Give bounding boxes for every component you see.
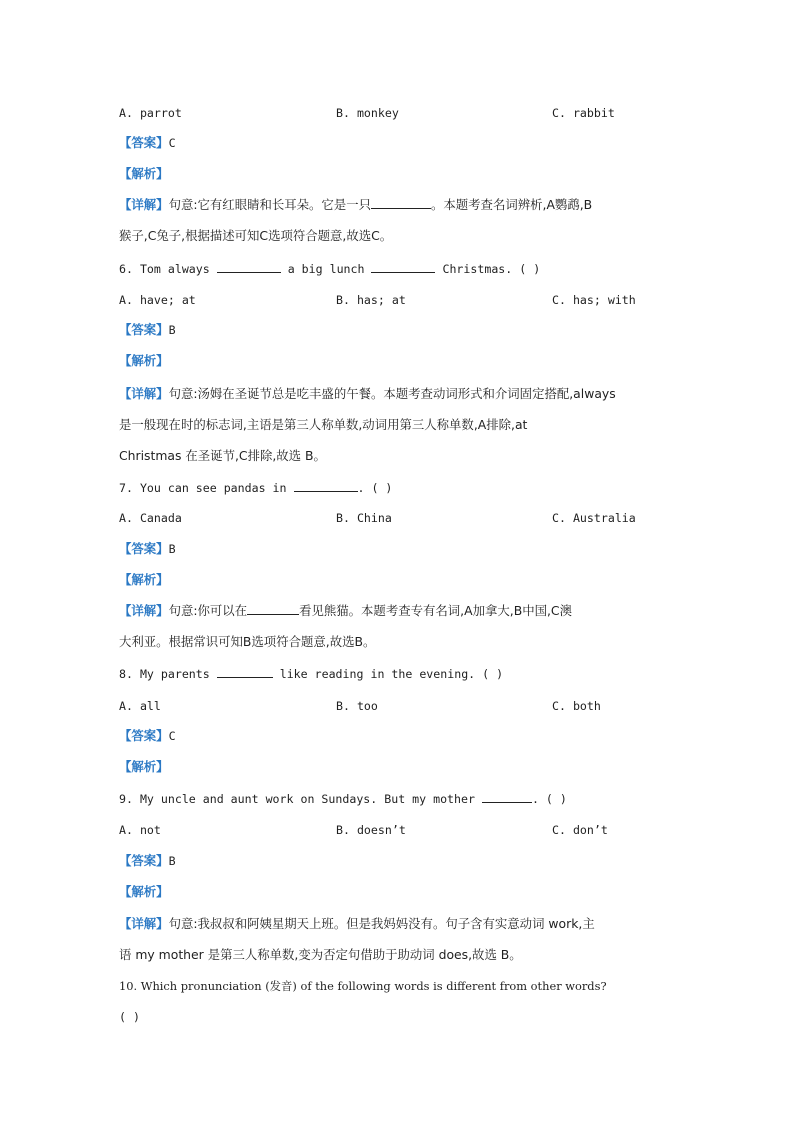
q7-answer-line xyxy=(119,540,176,558)
stem-text: Christmas. ( ) xyxy=(442,262,541,276)
answer-blank xyxy=(371,196,431,209)
detail-tag: 【详解】 xyxy=(119,916,169,931)
stem-text: . ( ) xyxy=(357,481,393,495)
q7-option-a[interactable]: A. Canada xyxy=(119,511,182,525)
detail-text: 。本题考查名词辨析,A鹦鹉,B xyxy=(431,197,593,212)
stem-text: like reading in the evening. ( ) xyxy=(279,667,504,681)
q6-detail-line-3: Christmas 在圣诞节,C排除,故选 B。 xyxy=(119,448,326,463)
answer-tag: 【答案】 xyxy=(119,853,169,868)
q5-option-a[interactable]: A. parrot xyxy=(119,106,182,120)
answer-blank[interactable] xyxy=(482,790,532,803)
answer-blank xyxy=(247,602,299,615)
q7-detail-line-1 xyxy=(119,602,572,620)
q9-option-c[interactable]: C. don’t xyxy=(552,823,608,837)
q10-stem: 10. Which pronunciation (发音) of the following words is different from other words? xyxy=(119,979,607,993)
detail-text: 句意:汤姆在圣诞节总是吃丰盛的午餐。本题考查动词形式和介词固定搭配,always xyxy=(168,386,616,401)
q7-stem xyxy=(119,479,392,497)
answer-value: B xyxy=(168,542,176,556)
q10-paren: ( ) xyxy=(119,1010,140,1024)
answer-tag: 【答案】 xyxy=(119,541,169,556)
analysis-tag: 【解析】 xyxy=(119,884,169,899)
q7-option-b[interactable]: B. China xyxy=(336,511,392,525)
answer-tag: 【答案】 xyxy=(119,135,169,150)
q7-analysis-line xyxy=(119,571,169,589)
detail-text: 句意:它有红眼睛和长耳朵。它是一只 xyxy=(168,197,371,212)
answer-blank[interactable] xyxy=(217,260,281,273)
analysis-tag: 【解析】 xyxy=(119,759,169,774)
q5-answer-line xyxy=(119,134,176,152)
q5-option-b[interactable]: B. monkey xyxy=(336,106,399,120)
answer-blank[interactable] xyxy=(371,260,435,273)
q5-analysis-line xyxy=(119,165,169,183)
q9-option-a[interactable]: A. not xyxy=(119,823,161,837)
answer-blank[interactable] xyxy=(217,665,273,678)
q5-option-c[interactable]: C. rabbit xyxy=(552,106,615,120)
q8-analysis-line xyxy=(119,758,169,776)
q9-answer-line xyxy=(119,852,176,870)
detail-tag: 【详解】 xyxy=(119,386,169,401)
detail-tag: 【详解】 xyxy=(119,197,169,212)
q5-detail-line-1 xyxy=(119,196,592,214)
q7-option-c[interactable]: C. Australia xyxy=(552,511,636,525)
q6-answer-line xyxy=(119,321,176,339)
q5-detail-line-2: 猴子,C兔子,根据描述可知C选项符合题意,故选C。 xyxy=(119,228,393,243)
q6-analysis-line xyxy=(119,352,169,370)
detail-text: 句意:你可以在 xyxy=(168,603,248,618)
answer-value: B xyxy=(168,323,176,337)
stem-text: . ( ) xyxy=(531,792,567,806)
stem-text: 8. My parents xyxy=(119,667,210,681)
analysis-tag: 【解析】 xyxy=(119,572,169,587)
q6-stem xyxy=(119,260,540,278)
answer-value: C xyxy=(168,729,176,743)
q9-option-b[interactable]: B. doesn’t xyxy=(336,823,406,837)
stem-text: a big lunch xyxy=(287,262,365,276)
answer-tag: 【答案】 xyxy=(119,322,169,337)
q9-stem xyxy=(119,790,567,808)
answer-tag: 【答案】 xyxy=(119,728,169,743)
q9-detail-line-1 xyxy=(119,915,595,933)
q9-analysis-line xyxy=(119,883,169,901)
detail-tag: 【详解】 xyxy=(119,603,169,618)
q7-detail-line-2: 大利亚。根据常识可知B选项符合题意,故选B。 xyxy=(119,634,376,649)
q6-detail-line-2: 是一般现在时的标志词,主语是第三人称单数,动词用第三人称单数,A排除,at xyxy=(119,417,528,432)
detail-text: 句意:我叔叔和阿姨星期天上班。但是我妈妈没有。句子含有实意动词 work,主 xyxy=(168,916,595,931)
q8-answer-line xyxy=(119,727,176,745)
q6-option-b[interactable]: B. has; at xyxy=(336,293,406,307)
analysis-tag: 【解析】 xyxy=(119,353,169,368)
answer-blank[interactable] xyxy=(294,479,358,492)
detail-text: 看见熊猫。本题考查专有名词,A加拿大,B中国,C澳 xyxy=(299,603,572,618)
q8-option-c[interactable]: C. both xyxy=(552,699,601,713)
stem-text: 6. Tom always xyxy=(119,262,210,276)
q6-option-c[interactable]: C. has; with xyxy=(552,293,636,307)
q8-stem xyxy=(119,665,503,683)
q8-option-b[interactable]: B. too xyxy=(336,699,378,713)
answer-value: B xyxy=(168,854,176,868)
stem-text: 9. My uncle and aunt work on Sundays. But my mother xyxy=(119,792,475,806)
q6-detail-line-1 xyxy=(119,385,616,403)
q6-option-a[interactable]: A. have; at xyxy=(119,293,196,307)
analysis-tag: 【解析】 xyxy=(119,166,169,181)
q8-option-a[interactable]: A. all xyxy=(119,699,161,713)
stem-text: 7. You can see pandas in xyxy=(119,481,287,495)
q9-detail-line-2: 语 my mother 是第三人称单数,变为否定句借助于助动词 does,故选 B。 xyxy=(119,947,522,962)
answer-value: C xyxy=(168,136,176,150)
